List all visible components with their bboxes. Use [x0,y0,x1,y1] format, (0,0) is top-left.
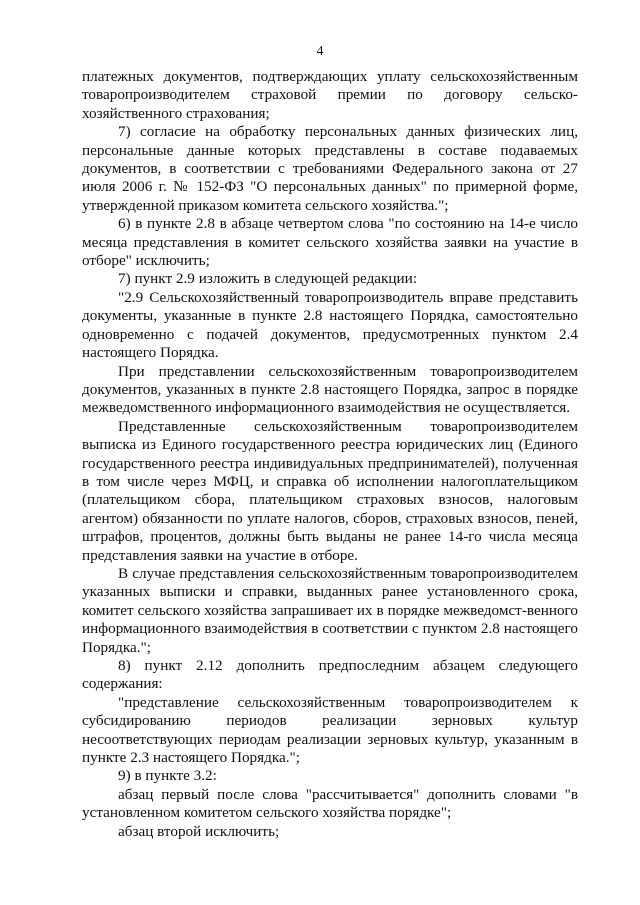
paragraph: Представленные сельскохозяйственным товаропроизводителем выписка из Единого государственного реестра юридических лиц (Единого государственного реестра индивидуальных предпринимателей), полученная в том числе через МФЦ, и справка об исполнении налогоплательщиком (плательщиком сбора, плательщиком страховых взносов, налоговым агентом) обязанности по уплате налогов, сборов, страховых взносов, пеней, штрафов, процентов, должны быть выданы не ранее 14-го числа месяца представления заявки на участие в отборе. [82,417,578,564]
paragraph: 7) пункт 2.9 изложить в следующей редакции: [118,270,418,288]
paragraph: "представление сельскохозяйственным товаропроизводителем к субсидированию периодов реализации зерновых культур несоответствующих периодам реализации зерновых культур, указанным в пункте 2.3 настоящего Порядка."; [82,693,578,767]
paragraph: 7) согласие на обработку персональных данных физических лиц, персональные данные которых представлены в составе подаваемых документов, в соответствии с требованиями Федерального закона от 27 июля 2006 г. № 152-ФЗ "О персональных данных" по примерной форме, утвержденной приказом комитета сельского хозяйства."; [82,123,578,214]
paragraph: 8) пункт 2.12 дополнить предпоследним абзацем следующего содержания: [82,657,578,693]
document-body [82,68,578,841]
paragraph: "2.9 Сельскохозяйственный товаропроизводитель вправе представить документы, указанные в пункте 2.8 настоящего Порядка, самостоятельно одновременно с подачей документов, предусмотренных пунктом 2.4 настоящего Порядка. [82,288,578,362]
paragraph: При представлении сельскохозяйственным товаропроизводителем документов, указанных в пункте 2.8 настоящего Порядка, запрос в порядке межведомственного информационного взаимодействия не осуществляется. [82,362,578,417]
paragraph: 9) в пункте 3.2: [118,767,217,785]
paragraph: абзац первый после слова "рассчитывается" дополнить словами "в установленном комитетом сельского хозяйства порядке"; [82,785,578,822]
paragraph: В случае представления сельскохозяйственным товаропроизводителем указанных выписки и справки, выданных ранее установленного срока, комитет сельского хозяйства запрашивает их в порядке межведомст-венного информационного взаимодействия в соответствии с пунктом 2.8 настоящего Порядка."; [82,564,578,656]
paragraph: платежных документов, подтверждающих уплату сельскохозяйственным товаропроизводителем страховой премии по договору сельско-хозяйственного страхования; [82,68,578,122]
paragraph: 6) в пункте 2.8 в абзаце четвертом слова "по состоянию на 14-е число месяца представления в комитет сельского хозяйства заявки на участие в отборе" исключить; [82,215,578,270]
page-number: 4 [316,44,324,59]
paragraph: абзац второй исключить; [118,822,280,840]
